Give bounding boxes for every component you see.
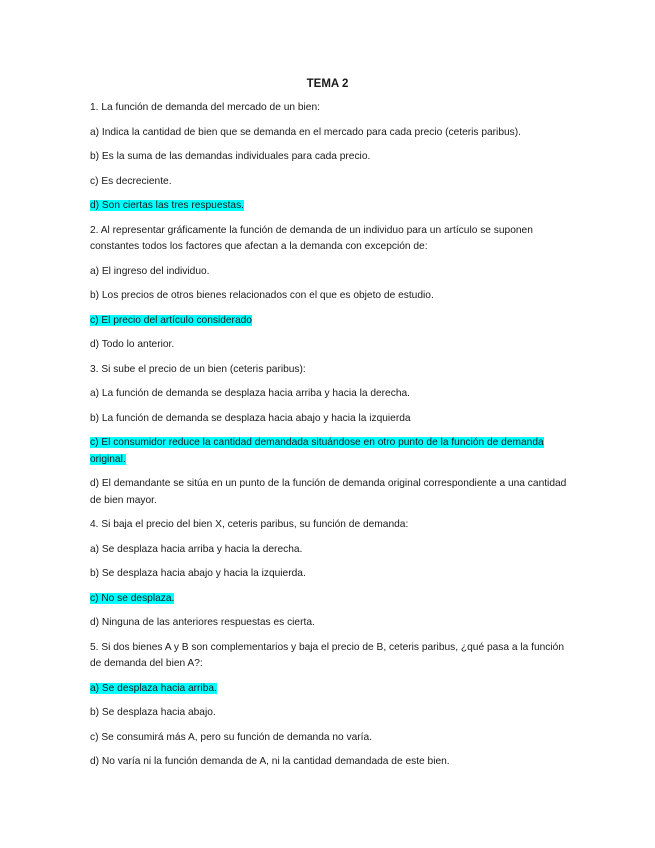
page-title: TEMA 2	[306, 78, 349, 90]
q4-option-c-answer	[90, 591, 568, 608]
q2-option-b: b) Los precios de otros bienes relacionados con el que es objeto de estudio.	[90, 290, 434, 301]
q4-option-d: d) Ninguna de las anteriores respuestas es cierta.	[90, 617, 315, 628]
highlighted-answer: c) No se desplaza.	[90, 592, 175, 604]
q4-option-b: b) Se desplaza hacia abajo y hacia la izquierda.	[90, 568, 306, 579]
q2-option-a: a) El ingreso del individuo.	[90, 265, 210, 277]
question-list	[90, 100, 568, 779]
q5-option-c: c) Se consumirá más A, pero su función de demanda no varía.	[90, 731, 373, 743]
q2-option-c-answer	[90, 313, 568, 330]
question-2: 2. Al representar gráficamente la función de demanda de un individuo para un artículo se suponen constantes todos los factores que afectan a la demanda con excepción de:	[90, 224, 533, 252]
q1-option-b: b) Es la suma de las demandas individuales para cada precio.	[90, 151, 371, 162]
question-1: 1. La función de demanda del mercado de un bien:	[90, 102, 320, 113]
q3-option-a: a) La función de demanda se desplaza hacia arriba y hacia la derecha.	[90, 388, 410, 399]
q1-option-a: a) Indica la cantidad de bien que se demanda en el mercado para cada precio (ceteris paribus).	[90, 126, 521, 138]
q5-option-d: d) No varía ni la función demanda de A, ni la cantidad demandada de este bien.	[90, 756, 450, 767]
highlighted-answer: d) Son ciertas las tres respuestas.	[90, 200, 245, 211]
highlighted-answer: a) Se desplaza hacia arriba.	[90, 682, 217, 694]
question-3: 3. Si sube el precio de un bien (ceteris paribus):	[90, 363, 306, 375]
highlighted-answer: c) El consumidor reduce la cantidad demandada situándose en otro punto de la función de demanda original.	[90, 437, 544, 465]
q1-option-d-answer	[90, 198, 568, 215]
q3-option-b: b) La función de demanda se desplaza hacia abajo y hacia la izquierda	[90, 412, 411, 424]
question-5: 5. Si dos bienes A y B son complementarios y baja el precio de B, ceteris paribus, ¿qué pasa a la función de demanda del bien A?:	[90, 641, 564, 669]
question-4: 4. Si baja el precio del bien X, ceteris paribus, su función de demanda:	[90, 519, 409, 530]
q5-option-b: b) Se desplaza hacia abajo.	[90, 707, 216, 718]
q5-option-a-answer	[90, 681, 568, 698]
q3-option-c-answer	[90, 435, 568, 468]
q1-option-c: c) Es decreciente.	[90, 175, 172, 187]
highlighted-answer: c) El precio del artículo considerado	[90, 314, 252, 326]
q3-option-d: d) El demandante se sitúa en un punto de la función de demanda original correspondiente a una cantidad de bien mayor.	[90, 478, 567, 506]
q4-option-a: a) Se desplaza hacia arriba y hacia la derecha.	[90, 543, 303, 555]
q2-option-d: d) Todo lo anterior.	[90, 339, 175, 350]
